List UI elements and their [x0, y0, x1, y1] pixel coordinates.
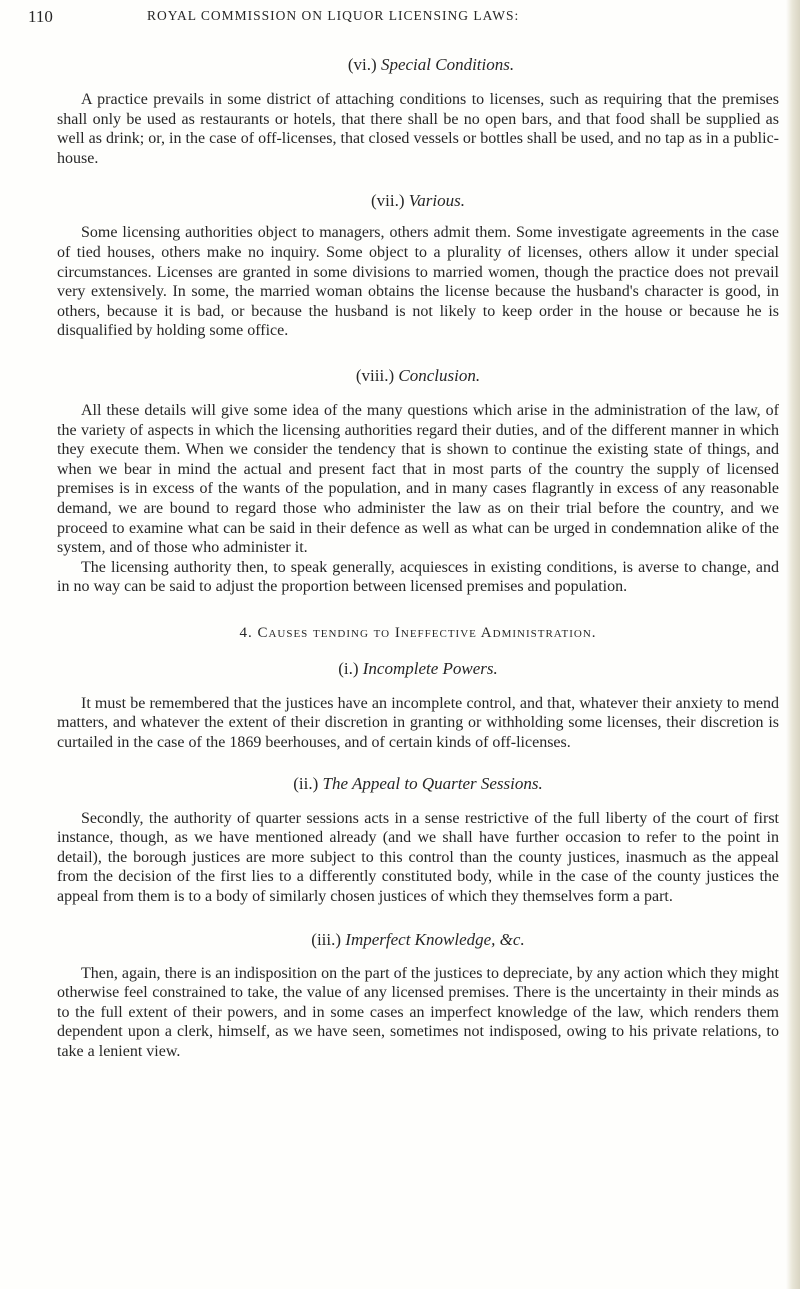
- section-numeral: (vi.): [347, 55, 377, 74]
- section-title-smallcaps: Causes tending to Ineffective Administration.: [257, 624, 597, 641]
- section-title: Imperfect Knowledge, &c.: [345, 929, 525, 949]
- section-heading-iii: [57, 929, 779, 951]
- running-title: ROYAL COMMISSION ON LIQUOR LICENSING LAWS:: [147, 8, 520, 23]
- section-title: The Appeal to Quarter Sessions.: [322, 773, 543, 793]
- section-title: Conclusion.: [398, 365, 481, 385]
- section-title: Various.: [408, 191, 465, 211]
- paragraph-conclusion-1: All these details will give some idea of the many questions which arise in the administration of the law, of the variety of aspects in which the licensing authorities regard their duties, and of the different manner in which they execute them. When we consider the tendency that is shown to continue the existing state of things, and when we bear in mind the actual and present fact that in most parts of the country the supply of licensed premises is in excess of the wants of the population, and in many cases flagrantly in excess of any reasonable demand, we are bound to regard those who administer the law as on their trial before the country, and we proceed to examine what can be said in their defence as well as what can be urged in condemnation alike of the system, and of those who administer it.: [57, 401, 779, 557]
- section-heading-ii: [57, 773, 779, 795]
- section-heading-vii: [57, 190, 779, 212]
- section-heading-i: [57, 658, 779, 680]
- page-edge-shadow: [786, 0, 800, 1289]
- paragraph-conclusion-2: The licensing authority then, to speak generally, acquiesces in existing conditions, is averse to change, and in no way can be said to adjust the proportion between licensed premises and population.: [57, 558, 779, 596]
- section-number: 4.: [239, 624, 253, 641]
- section-numeral: (iii.): [311, 929, 342, 949]
- paragraph-various: Some licensing authorities object to managers, others admit them. Some investigate agreements in the case of tied houses, others make no inquiry. Some object to a plurality of licenses, others allow it under special circumstances. Licenses are granted in some divisions to married women, though the practice does not prevail very extensively. In some, the married woman obtains the license because the husband's character is good, in others, because it is bad, or because the husband is not likely to keep order in the house or because he is disqualified by holding some office.: [57, 224, 779, 340]
- page-number: 110: [28, 7, 53, 26]
- section-numeral: (i.): [338, 658, 359, 678]
- section-title: Special Conditions.: [380, 55, 515, 74]
- paragraph-imperfect-knowledge: Then, again, there is an indisposition on the part of the justices to depreciate, by any action which they might otherwise feel constrained to take, the value of any licensed premises. There is the uncertainty in their minds as to the full extent of their powers, and in some cases an imperfect knowledge of the law, which renders them dependent upon a clerk, himself, as we have seen, sometimes not indisposed, owing to his private relations, to take a lenient view.: [57, 964, 779, 1060]
- section-numeral: (viii.): [355, 365, 395, 385]
- paragraph-appeal-quarter-sessions: Secondly, the authority of quarter sessions acts in a sense restrictive of the full liberty of the court of first instance, though, as we have mentioned already (and we shall have further occasion to refer to the point in detail), the borough justices are more subject to this control than the county justices, inasmuch as the appeal from the decision of the first lies to a differently constituted body, while in the case of the county justices the appeal from them is to a body of similarly chosen justices of which they themselves form a part.: [57, 809, 779, 906]
- section-heading-vi: [57, 54, 779, 76]
- section-heading-viii: [57, 365, 779, 387]
- section-heading-4: [57, 622, 779, 644]
- section-numeral: (ii.): [293, 773, 319, 793]
- paragraph-incomplete-powers: It must be remembered that the justices have an incomplete control, and that, whatever their anxiety to mend matters, and whatever the extent of their discretion in granting or withholding some licenses, their discretion is curtailed in the case of the 1869 beerhouses, and of certain kinds of off-licenses.: [57, 694, 779, 752]
- page-body: [57, 54, 779, 1062]
- running-header: [0, 3, 800, 31]
- section-numeral: (vii.): [371, 191, 405, 211]
- section-title: Incomplete Powers.: [362, 658, 498, 678]
- paragraph-special-conditions: A practice prevails in some district of attaching conditions to licenses, such as requiring that the premises shall only be used as restaurants or hotels, that there shall be no open bars, and that food shall be supplied as well as drink; or, in the case of off-licenses, that closed vessels or bottles shall be used, and no tap as in a public-house.: [57, 91, 779, 167]
